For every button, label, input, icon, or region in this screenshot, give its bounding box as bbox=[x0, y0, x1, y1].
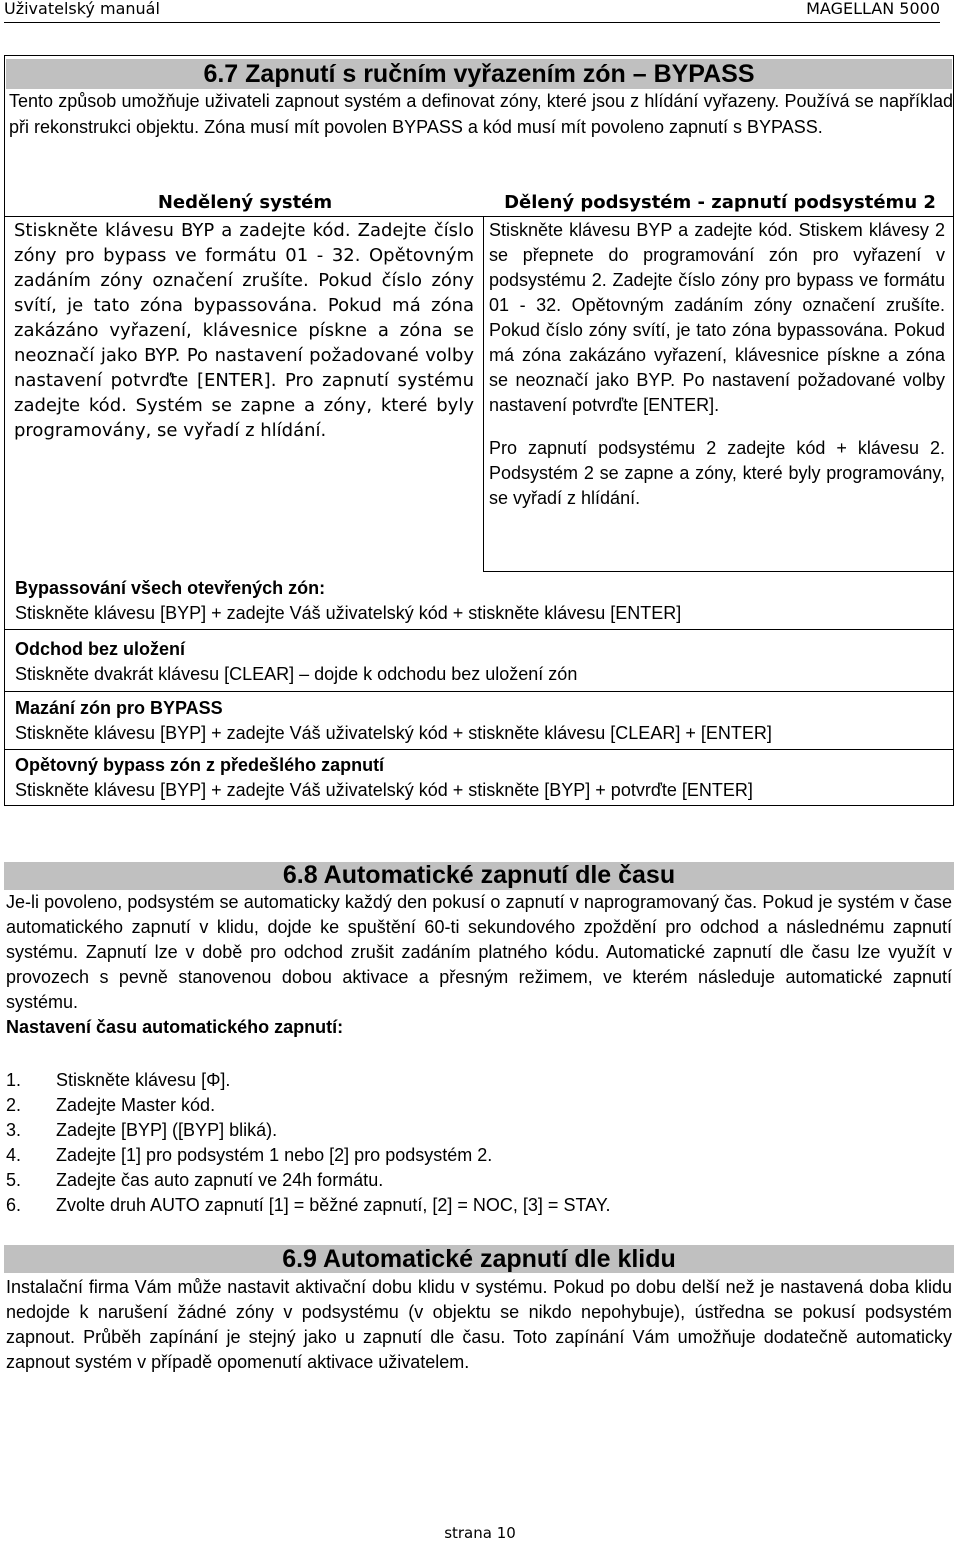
section-6-9-text bbox=[6, 1275, 952, 1375]
col-right-heading: Dělený podsystém - zapnutí podsystému 2 bbox=[504, 192, 936, 213]
page-header bbox=[0, 0, 960, 22]
list-item: 3. Zadejte [BYP] ([BYP] bliká). bbox=[6, 1120, 278, 1140]
section-6-7-intro: Tento způsob umožňuje uživateli zapnout systém a definovat zóny, které jsou z hlídání vyřazeny. Používá se například při rekonstrukci objektu. Zóna musí mít povolen BYPASS a kód musí mít povoleno zapnutí s BYPASS. bbox=[9, 91, 953, 137]
divider bbox=[5, 749, 953, 750]
section-6-8-text bbox=[6, 890, 952, 1040]
divider bbox=[483, 571, 953, 572]
product-name: MAGELLAN 5000 bbox=[806, 0, 940, 18]
manual-title: Uživatelský manuál bbox=[4, 0, 160, 18]
col-left-text bbox=[14, 218, 474, 443]
row-text: Stiskněte dvakrát klávesu [CLEAR] – dojde k odchodu bez uložení zón bbox=[15, 664, 578, 684]
col-left-paragraph: Stiskněte klávesu BYP a zadejte kód. Zadejte číslo zóny pro bypass ve formátu 01 - 32. Opětovným zadáním zóny označení zrušíte. Pokud číslo zóny svítí, je tato zóna bypassována. Pokud má zóna zakázáno vyřazení, klávesnice pískne a zóna se neoznačí jako BYP. Po nastavení požadované volby nastavení potvrďte [ENTER]. Pro zapnutí systému zadejte kód. Systém se zapne a zóny, které byly programovány, se vyřadí z hlídání. bbox=[14, 220, 474, 441]
repeat-bypass-row bbox=[5, 753, 953, 803]
bypass-all-row bbox=[5, 576, 953, 626]
row-title: Mazání zón pro BYPASS bbox=[15, 698, 223, 718]
auto-arm-steps bbox=[6, 1068, 952, 1218]
col-left-heading: Nedělený systém bbox=[157, 192, 333, 213]
row-title: Bypassování všech otevřených zón: bbox=[15, 578, 326, 598]
section-6-7-box bbox=[4, 55, 954, 806]
list-item: 5. Zadejte čas auto zapnutí ve 24h formátu. bbox=[6, 1170, 384, 1190]
clear-bypass-row bbox=[5, 696, 953, 746]
list-item: 4. Zadejte [1] pro podsystém 1 nebo [2] pro podsystém 2. bbox=[6, 1145, 493, 1165]
auto-arm-list-title: Nastavení času automatického zapnutí: bbox=[6, 1017, 344, 1037]
section-6-9-paragraph: Instalační firma Vám může nastavit aktivační dobu klidu v systému. Pokud po dobu delší než je nastavená doba klidu nedojde k narušení žádné zóny v podsystému (v objektu se nikdo nepohybuje), ústředna se pokusí podsystém zapnout. Průběh zapínání je stejný jako u zapnutí dle času. Toto zapínání Vám umožňuje dodatečně automaticky zapnout systém v případě opomenutí aktivace uživatelem. bbox=[6, 1277, 952, 1372]
list-item: 2. Zadejte Master kód. bbox=[6, 1095, 216, 1115]
divider bbox=[5, 691, 953, 692]
section-6-7-title: 6.7 Zapnutí s ručním vyřazením zón – BYPASS bbox=[203, 60, 755, 88]
columns-header bbox=[5, 190, 953, 218]
header-rule bbox=[4, 22, 940, 23]
list-item: 1. Stiskněte klávesu [Φ]. bbox=[6, 1070, 231, 1090]
divider bbox=[5, 629, 953, 630]
section-6-8-paragraph: Je-li povoleno, podsystém se automaticky každý den pokusí o zapnutí v naprogramovaný čas. Pokud je systém v čase automatického zapnutí v klidu, dojde ke spuštění 60-ti sekundového zpoždění pro odchod a následnému zapnutí systému. Zapnutí lze v době pro odchod zrušit zadáním platného kódu. Automatické zapnutí dle času lze využít v provozech s pevně stanovenou dobou aktivace a přesným režimem, ve kterém následuje automatické zapnutí systému. bbox=[6, 892, 952, 1012]
col-right-paragraph-2: Pro zapnutí podsystému 2 zadejte kód + klávesu 2. Podsystém 2 se zapne a zóny, které byly programovány, se vyřadí z hlídání. bbox=[489, 438, 945, 508]
col-right-paragraph-1: Stiskněte klávesu BYP a zadejte kód. Stiskem klávesy 2 se přepnete do programování zón pro vyřazení v podsystému 2. Zadejte číslo zóny pro bypass ve formátu 01 - 32. Opětovným zadáním zóny označení zrušíte. Pokud číslo zóny svítí, je tato zóna bypassována. Pokud má zóna zakázáno vyřazení, klávesnice pískne a zóna se neoznačí jako BYP. Po nastavení požadované volby nastavení potvrďte [ENTER]. bbox=[489, 220, 945, 415]
exit-without-save-row bbox=[5, 637, 953, 687]
col-right-text bbox=[489, 218, 945, 511]
row-text: Stiskněte klávesu [BYP] + zadejte Váš uživatelský kód + stiskněte [BYP] + potvrďte [ENTER] bbox=[15, 780, 753, 800]
row-title: Odchod bez uložení bbox=[15, 639, 185, 659]
list-item: 6. Zvolte druh AUTO zapnutí [1] = běžné zapnutí, [2] = NOC, [3] = STAY. bbox=[6, 1195, 611, 1215]
section-6-8-title: 6.8 Automatické zapnutí dle času bbox=[282, 861, 676, 889]
row-text: Stiskněte klávesu [BYP] + zadejte Váš uživatelský kód + stiskněte klávesu [CLEAR] + [ENTER] bbox=[15, 723, 772, 743]
page-number: strana 10 bbox=[444, 1524, 516, 1542]
row-text: Stiskněte klávesu [BYP] + zadejte Váš uživatelský kód + stiskněte klávesu [ENTER] bbox=[15, 603, 682, 623]
section-6-9-title: 6.9 Automatické zapnutí dle klidu bbox=[282, 1245, 676, 1273]
row-title: Opětovný bypass zón z předešlého zapnutí bbox=[15, 755, 385, 775]
divider bbox=[5, 216, 483, 217]
